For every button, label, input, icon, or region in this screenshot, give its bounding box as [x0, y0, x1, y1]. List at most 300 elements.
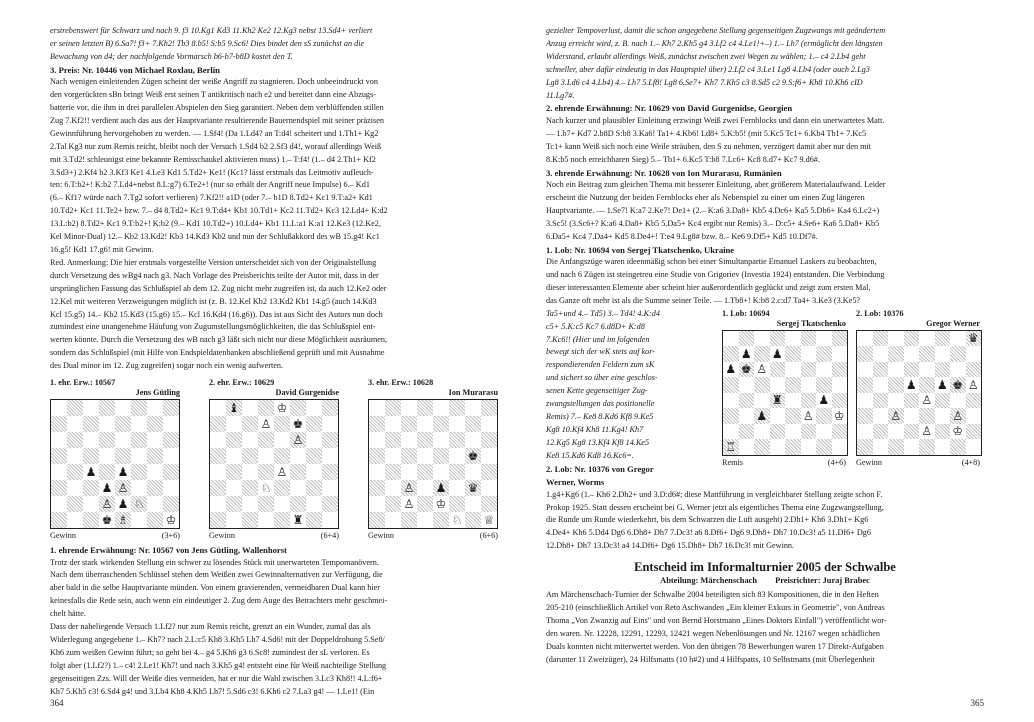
board-square	[67, 496, 83, 512]
board-square	[785, 331, 801, 347]
board-square	[99, 400, 115, 416]
text-line: durch Versetzung des wBg4 nach g3. Nach Vorlage des Preisberichts teilte der Autor mit, dass in der	[50, 270, 379, 280]
board-square	[904, 424, 920, 440]
board-square	[115, 416, 131, 432]
board-square	[904, 439, 920, 455]
board-square	[83, 480, 99, 496]
text-line: folgt aber (1.Lf2?) 1.– c4! 2.Le1! Kh7! und nach 3.Kh5 g4! entsteht eine für Weiß nachteilige Stellung	[50, 660, 387, 670]
board-square	[950, 331, 966, 347]
chess-piece-icon: ♚	[740, 362, 752, 377]
board-square	[832, 408, 848, 424]
chess-piece-icon: ♜	[292, 513, 304, 528]
erw1-heading: 1. ehrende Erwähnung: Nr. 10567 von Jens Gütling, Wallenhorst	[50, 545, 287, 556]
board-square	[401, 448, 417, 464]
chess-piece-icon: ♔	[165, 513, 177, 528]
text-line: Kh6 zum weißen Gewinn führt; so geht bei 4.– g4 5.Kh6 g3 6.Sc8! zumindest der sL verloren. Es	[50, 647, 370, 657]
board-square	[51, 480, 67, 496]
board-square	[481, 480, 497, 496]
chess-piece-icon: ♟	[725, 362, 737, 377]
board-square	[723, 377, 739, 393]
board-square	[210, 496, 226, 512]
chess-piece-icon: ♟	[818, 393, 830, 408]
page-number-left: 364	[50, 698, 64, 708]
diagram-label: 1. Lob: 10694	[722, 308, 770, 318]
board-square	[873, 331, 889, 347]
board-square	[857, 377, 873, 393]
chess-piece-icon: ♟	[756, 408, 768, 423]
board-square	[163, 432, 179, 448]
board-square	[242, 448, 258, 464]
board-square	[226, 480, 242, 496]
board-square	[816, 362, 832, 378]
board-square	[754, 346, 770, 362]
board-square	[816, 393, 832, 409]
text-line: 205-210 (einschließlich Artikel von Reto Aschwanden „Ein kleiner Exkurs in Geometrie", von Andreas	[546, 603, 885, 613]
board-square	[966, 393, 982, 409]
text-line: Widerstand, erlaubt allerdings Weiß, zunächst zwischen zwei Wegen zu wählen; 1.– c4 2.Lb4 geht	[546, 51, 866, 61]
board-square	[433, 400, 449, 416]
chess-piece-icon: ♟	[771, 346, 783, 361]
lob2-body	[546, 490, 984, 553]
board-square	[67, 512, 83, 528]
board-square	[290, 416, 306, 432]
board-square	[274, 496, 290, 512]
text-line: 16.g5! Kd1 17.g6! mit Gewinn.	[50, 245, 154, 254]
section-body	[546, 590, 984, 665]
diagram-caption	[368, 531, 502, 541]
board-square	[481, 400, 497, 416]
board-square	[739, 362, 755, 378]
diagram-author: Ion Murarasu	[448, 388, 498, 398]
board-square	[888, 393, 904, 409]
board-square	[51, 416, 67, 432]
text-line: zumindest eine unangenehme Häufung von Zugumstellungsmöglichkeiten, die das Schlußspiel ent-	[50, 322, 376, 332]
chess-piece-icon: ♛	[467, 481, 479, 496]
board-square	[816, 424, 832, 440]
chess-piece-icon: ♙	[921, 393, 933, 408]
chess-piece-icon: ♙	[952, 408, 964, 423]
board-square	[873, 439, 889, 455]
board-square	[433, 464, 449, 480]
board-square	[385, 512, 401, 528]
board-square	[785, 377, 801, 393]
text-line: sondern das Schlußspiel (mit Hilfe von Endspieldatenbanken abschließend geprüft und mit Ausnahme	[50, 348, 385, 358]
board-square	[401, 480, 417, 496]
board-square	[417, 400, 433, 416]
board-square	[919, 408, 935, 424]
board-square	[147, 512, 163, 528]
board-square	[290, 480, 306, 496]
board-square	[770, 346, 786, 362]
board-square	[816, 346, 832, 362]
diagram-result: Remis	[722, 457, 743, 467]
board-square	[888, 424, 904, 440]
board-square	[919, 331, 935, 347]
board-square	[290, 496, 306, 512]
board-square	[739, 439, 755, 455]
diagram-lob1	[722, 309, 850, 468]
board-square	[832, 346, 848, 362]
board-square	[322, 400, 338, 416]
board-square	[873, 377, 889, 393]
text-line: mit 3.Td2! schleunigst eine bekannte Remisschaukel aktivieren muss) 1.– T:f4! (1.– d4 2.Th1+ Kf2	[50, 154, 376, 164]
text-line: 12.Dh8+ Dh7 13.Dc3! a4 14.Df6+ Dg6 15.Dh8+ Dh7 16.Dc3! mit Gewinn.	[546, 541, 795, 551]
text-line: die Runde um Runde wiederkehrt, bis dem Schwarzen die Luft ausgeht) 2.Dh1+ Kh6 3.Dh1+ Kg6	[546, 515, 869, 525]
lob-diagrams	[722, 309, 984, 468]
board-square	[966, 331, 982, 347]
board-square	[369, 432, 385, 448]
chess-piece-icon: ♟	[117, 465, 129, 480]
board-square	[83, 432, 99, 448]
board-square	[401, 416, 417, 432]
board-square	[401, 464, 417, 480]
board-square	[481, 496, 497, 512]
chess-piece-icon: ♚	[101, 513, 113, 528]
text-line: 12.Kel mit weiteren Verzweigungen möglich ist (z. B. 12.Kel Kb2 13.Kd2 Kb1 14.g5 (auch 14.Kd3	[50, 296, 377, 306]
text-line: und nach 6 Zügen ist steingetreu eine Studie von Grigoriev (Investia 1924) entstanden. Die Verbindung	[546, 270, 885, 279]
board-square	[904, 393, 920, 409]
board-square	[99, 448, 115, 464]
board-square	[950, 439, 966, 455]
board-square	[51, 496, 67, 512]
board-square	[449, 416, 465, 432]
board-square	[401, 432, 417, 448]
text-line: Kg8 10.Kf4 Kh8 11.Kg4! Kh7	[546, 424, 644, 434]
board-square	[417, 464, 433, 480]
board-square	[449, 480, 465, 496]
text-line: er seinen letzten B) 6.Sa7! f3+ 7.Kh2! Tb3 8.b5! S:b5 9.Sc6! Dies bindet den sS zunächst an die	[50, 38, 365, 48]
board-square	[857, 408, 873, 424]
board-square	[322, 416, 338, 432]
board-square	[322, 512, 338, 528]
chess-piece-icon: ♟	[117, 497, 129, 512]
board-square	[816, 408, 832, 424]
board-square	[417, 432, 433, 448]
board-square	[369, 416, 385, 432]
lob-float-wrap	[546, 309, 984, 489]
board-square	[950, 424, 966, 440]
board-square	[417, 448, 433, 464]
board-square	[966, 424, 982, 440]
chess-piece-icon: ♔	[833, 408, 845, 423]
board-square	[832, 393, 848, 409]
text-line: 7.Kc6!! (Hier und im folgenden	[546, 334, 650, 344]
board-square	[401, 512, 417, 528]
board-square	[322, 464, 338, 480]
board-square	[83, 464, 99, 480]
board-square	[481, 464, 497, 480]
text-line: bewegt sich der wK stets auf kor-	[546, 347, 655, 357]
board-square	[966, 362, 982, 378]
board-square	[785, 408, 801, 424]
board-square	[739, 377, 755, 393]
diagram-piece-count: (6+4)	[320, 531, 339, 541]
board-square	[770, 331, 786, 347]
chess-piece-icon: ♔	[952, 424, 964, 439]
diagram-author: Gregor Werner	[926, 318, 980, 328]
board-square	[210, 464, 226, 480]
board-square	[465, 432, 481, 448]
board-square	[274, 480, 290, 496]
chess-piece-icon: ♟	[936, 377, 948, 392]
chess-piece-icon: ♙	[117, 481, 129, 496]
board-square	[465, 496, 481, 512]
board-square	[99, 496, 115, 512]
board-square	[449, 464, 465, 480]
board-square	[401, 400, 417, 416]
text-line: keinesfalls die Rede sein, auch wenn ein eindeutiger 2. Zug dem Auge des Betrachters mehr geschmei-	[50, 596, 388, 606]
text-line: 1.g4+Kg6 (1.– Kh6 2.Dh2+ und 3.D:d6#; diese Mattführung in vergleichbarer Stellung zeigte schon F.	[546, 489, 883, 499]
page-number-right: 365	[970, 698, 984, 708]
lob1-heading: 1. Lob: Nr. 10694 von Sergej Tkatschenko, Ukraine	[546, 244, 735, 255]
diagram-piece-count: (4+6)	[827, 457, 846, 467]
diagram-caption	[856, 458, 984, 468]
board-square	[306, 464, 322, 480]
chess-piece-icon: ♙	[276, 465, 288, 480]
chess-piece-icon: ♟	[435, 481, 447, 496]
chess-piece-icon: ♟	[101, 481, 113, 496]
board-square	[67, 416, 83, 432]
diagram-result: Gewinn	[50, 531, 76, 541]
board-square	[888, 408, 904, 424]
text-line: des Dual minor im 12. Zug zugreifen) sogar noch ein wenig aufwerten.	[50, 361, 284, 371]
diagram-piece-count: (6+6)	[479, 531, 498, 541]
board-square	[935, 331, 951, 347]
board-square	[306, 512, 322, 528]
chess-piece-icon: ♕	[483, 513, 495, 528]
board-square	[723, 439, 739, 455]
board-square	[306, 400, 322, 416]
board-square	[115, 448, 131, 464]
chess-piece-icon: ♚	[467, 449, 479, 464]
board-square	[99, 432, 115, 448]
board-square	[242, 416, 258, 432]
board-square	[163, 480, 179, 496]
text-line: erstrebenswert für Schwarz und nach 9. f3 10.Kg1 Kd3 11.Kh2 Ke2 12.Kg3 nebst 13.Sd4+ verliert	[50, 26, 373, 35]
board-square	[258, 480, 274, 496]
board-square	[801, 346, 817, 362]
diagram-row-left	[50, 378, 502, 541]
text-line: gegenseitigen Zzs. Will der Weiße dies vermeiden, hat er nur die Wahl zwischen 3.Lc3 Kh8!! 4.L:f6+	[50, 673, 383, 683]
board-square	[723, 346, 739, 362]
prize3-body	[50, 77, 502, 372]
board-square	[904, 362, 920, 378]
board-square	[935, 424, 951, 440]
board-square	[966, 439, 982, 455]
board-square	[801, 439, 817, 455]
text-line: aber bald in die selbe Hauptvariante münden. Von einem gravierenden, vermeidbaren Dual kann hier	[50, 583, 381, 593]
board-square	[163, 400, 179, 416]
text-line: 3.Sd3+) 2.Kf4 b2 3.Kf3 Ke1 4.Le3 Kd1 5.Td2+ Ke1! (Kc1? lässt erstmals das Leitmotiv aufleuch-	[50, 167, 374, 177]
board-square	[306, 432, 322, 448]
board-square	[163, 496, 179, 512]
board-square	[801, 362, 817, 378]
text-line: Hauptvariante. — 1.Se7! K:a7 2.Ke7! De1+ (2.– K:a6 3.Da8+ Kb5 4.Dc6+ Ka5 5.Db6+ Ka4 6.Lc2+)	[546, 205, 880, 215]
chess-piece-icon: ♙	[403, 481, 415, 496]
board-square	[950, 408, 966, 424]
left-page	[0, 0, 512, 722]
board-square	[258, 496, 274, 512]
diagram-erw3	[368, 378, 502, 541]
board-square	[465, 416, 481, 432]
board-square	[857, 362, 873, 378]
board-square	[770, 408, 786, 424]
board-square	[433, 496, 449, 512]
diagram-caption	[209, 531, 343, 541]
diagram-author: David Gurgenidse	[275, 388, 339, 398]
text-line: Die Anfangszüge waren ideenmäßig schon bei einer Simultanpartie Emanuel Laskers zu beobachten,	[546, 257, 877, 267]
board-square	[966, 377, 982, 393]
chess-piece-icon: ♛	[967, 331, 979, 346]
board-square	[950, 393, 966, 409]
board-square	[873, 424, 889, 440]
chess-board	[368, 399, 498, 529]
chess-piece-icon: ♜	[771, 393, 783, 408]
chess-piece-icon: ♔	[276, 401, 288, 416]
board-square	[131, 512, 147, 528]
diagram-label: 2. Lob: 10376	[856, 308, 904, 318]
board-square	[950, 377, 966, 393]
board-square	[258, 448, 274, 464]
board-square	[115, 512, 131, 528]
board-square	[481, 416, 497, 432]
board-square	[739, 331, 755, 347]
board-square	[919, 346, 935, 362]
text-line: 10.Td2+ Kc1 11.Te2+ bzw. 7.– d4 8.Td2+ Kc1 9.T:d4+ Kb1 10.Td1+ Kc2 11.Td2+ Kc3 12.Ld4+ K:d2	[50, 206, 388, 216]
chess-piece-icon: ♙	[890, 408, 902, 423]
board-square	[385, 448, 401, 464]
board-square	[919, 393, 935, 409]
board-square	[801, 393, 817, 409]
board-square	[99, 416, 115, 432]
text-line: zwangstellungen das positionelle	[546, 399, 655, 409]
board-square	[258, 416, 274, 432]
board-square	[754, 424, 770, 440]
board-square	[465, 480, 481, 496]
board-square	[832, 377, 848, 393]
text-line: chelt hätte.	[50, 609, 86, 619]
board-square	[226, 512, 242, 528]
chess-board	[722, 330, 848, 456]
text-line: Ke8 15.Kd6 Kd8 16.Kc6=.	[546, 450, 634, 460]
board-square	[754, 362, 770, 378]
text-line: gezielter Tempoverlust, damit die schon angegebene Stellung gegenseitigen Zugzwangs mit geändertem	[546, 26, 886, 35]
chess-piece-icon: ♚	[292, 417, 304, 432]
board-square	[754, 377, 770, 393]
board-square	[274, 432, 290, 448]
diagram-caption	[50, 531, 184, 541]
board-square	[935, 377, 951, 393]
board-square	[163, 416, 179, 432]
right-intro	[546, 26, 984, 101]
board-square	[754, 393, 770, 409]
diagram-erw2	[209, 378, 343, 541]
text-line: Remis) 7.– Ke8 8.Kd6 Kf8 9.Ke5	[546, 411, 654, 421]
section-judge: Preisrichter: Juraj Brabec	[775, 576, 870, 586]
text-line: 6.Da5+ Kc4 7.Da4+ Kd5 8.De4+! T:e4 9.Lg8# bzw. 8.– Ke6 9.Df5+ Kd5 10.Df7#.	[546, 231, 818, 241]
chess-piece-icon: ♙	[967, 377, 979, 392]
board-square	[417, 416, 433, 432]
board-square	[801, 424, 817, 440]
board-square	[873, 362, 889, 378]
board-square	[888, 439, 904, 455]
board-square	[322, 496, 338, 512]
board-square	[115, 464, 131, 480]
diagram-result: Gewinn	[368, 531, 394, 541]
board-square	[417, 480, 433, 496]
board-square	[433, 416, 449, 432]
board-square	[433, 448, 449, 464]
board-square	[465, 400, 481, 416]
text-line: 11.Lg7#.	[546, 90, 575, 100]
board-square	[481, 448, 497, 464]
board-square	[369, 480, 385, 496]
board-square	[919, 377, 935, 393]
board-square	[857, 424, 873, 440]
board-square	[51, 400, 67, 416]
text-line: Dass der naheliegende Versuch 1.Lf2? nur zum Remis reicht, grenzt an ein Wunder, zumal das als	[50, 622, 371, 632]
text-line: 8.K:b5 noch erreichbaren Sieg) 5.– Tb1+ 6.Kc5 T:b8 7.Lc6+ Kc8 8.d7+ Kc7 9.d6#.	[546, 154, 820, 164]
board-square	[131, 432, 147, 448]
board-square	[481, 432, 497, 448]
board-square	[873, 346, 889, 362]
text-line: Nach kurzer und plausibler Einleitung erzwingt Weiß zwei Fernblocks und dann ein unerwartetes Matt.	[546, 115, 885, 125]
diagram-caption	[722, 458, 850, 468]
diagram-piece-count: (4+8)	[961, 457, 980, 467]
board-square	[935, 439, 951, 455]
board-square	[770, 393, 786, 409]
chess-piece-icon: ♘	[260, 481, 272, 496]
board-square	[115, 496, 131, 512]
board-square	[322, 432, 338, 448]
text-line: werten könnte. Durch die Versetzung des wB nach g3 läßt sich nicht nur diese Möglichkeit ausräumen,	[50, 335, 388, 345]
text-line: Gewinnführung hervorgehoben zu werden. — 1.Sf4! (Da 1.Ld4? an T:d4! scheitert und 1.Th1+ Kg2	[50, 128, 379, 138]
board-square	[226, 416, 242, 432]
board-square	[739, 424, 755, 440]
board-square	[449, 400, 465, 416]
board-square	[966, 346, 982, 362]
board-square	[935, 362, 951, 378]
board-square	[785, 393, 801, 409]
board-square	[417, 512, 433, 528]
chess-piece-icon: ♙	[403, 497, 415, 512]
lob2-heading-1: 2. Lob: Nr. 10376 von Gregor	[546, 463, 654, 474]
lob1-body	[546, 257, 984, 307]
text-line: und sichert so über eine geschlos-	[546, 373, 658, 383]
board-square	[210, 480, 226, 496]
board-square	[322, 480, 338, 496]
board-square	[115, 400, 131, 416]
text-line: respondierenden Feldern zum sK	[546, 360, 655, 370]
board-square	[873, 408, 889, 424]
chess-piece-icon: ♙	[802, 408, 814, 423]
board-square	[99, 464, 115, 480]
text-line: Nach dem überraschenden Schlüssel stehen dem Weißen zwei Gewinnalternativen zur Verfügung, die	[50, 570, 383, 580]
board-square	[163, 448, 179, 464]
text-line: Anzug erreicht wird, z. B. nach 1.– Kh7 2.Kh5 g4 3.Lf2 c4 4.Le1!+–) 1.– Lh7 (ermöglicht den längsten	[546, 38, 883, 48]
board-square	[306, 480, 322, 496]
text-line: Ta5+und 4.– Td5) 3.– Td4! 4.K:d4	[546, 308, 660, 318]
board-square	[242, 464, 258, 480]
board-square	[369, 400, 385, 416]
board-square	[816, 439, 832, 455]
diagram-erw1	[50, 378, 184, 541]
board-square	[67, 400, 83, 416]
chess-piece-icon: ♟	[905, 377, 917, 392]
erw2-body	[546, 116, 984, 166]
board-square	[147, 480, 163, 496]
board-square	[242, 512, 258, 528]
